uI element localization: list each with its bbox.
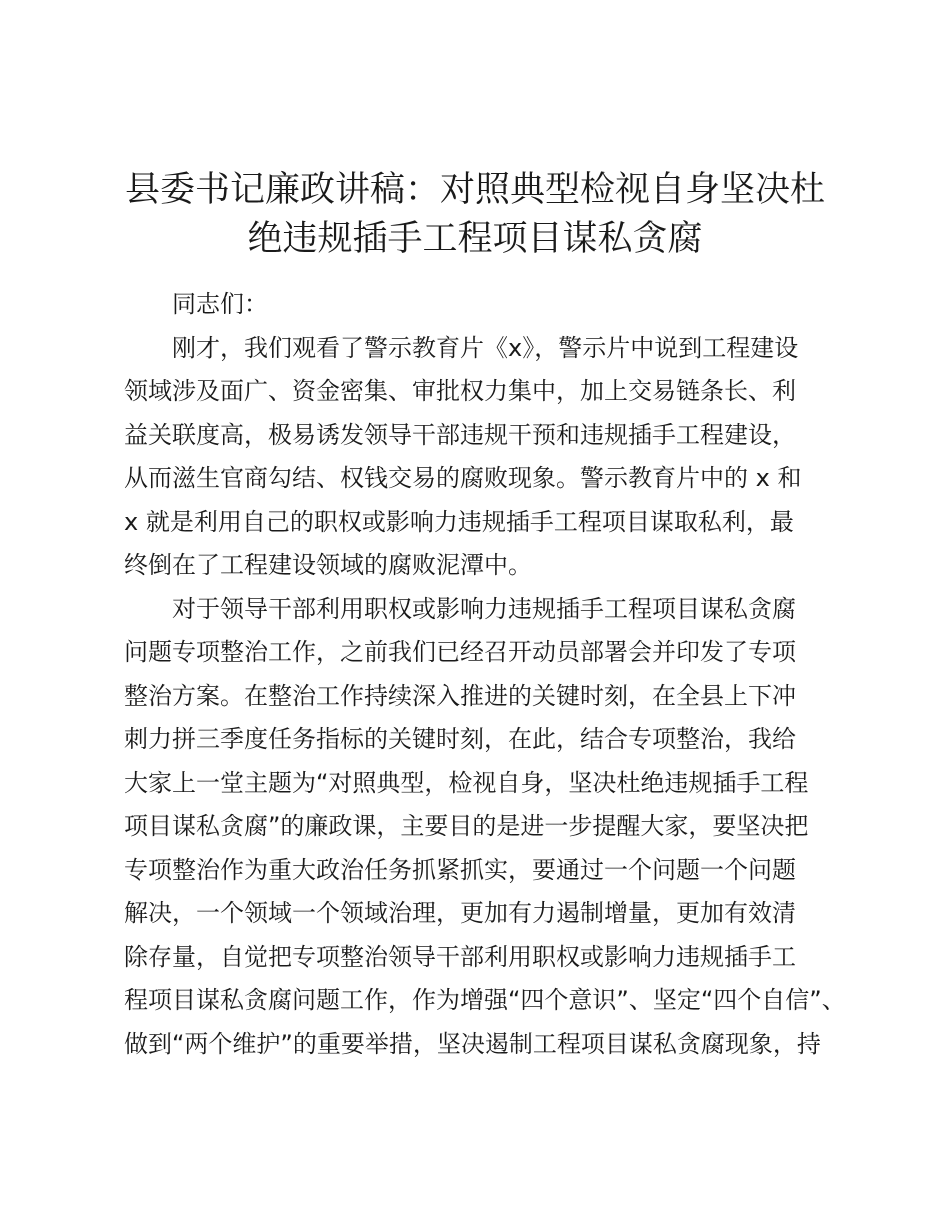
paragraph-2-line-2: 问题专项整治工作，之前我们已经召开动员部署会并印发了专项 — [124, 638, 796, 666]
paragraph-2-line-3: 整治方案。在整治工作持续深入推进的关键时刻，在全县上下冲 — [124, 681, 796, 710]
paragraph-2-line-11: 做到“两个维护”的重要举措，坚决遏制工程项目谋私贪腐现象，持 — [124, 1029, 821, 1058]
paragraph-2 — [124, 588, 846, 1067]
paragraph-1-line-4: 从而滋生官商勾结、权钱交易的腐败现象。警示教育片中的 x 和 — [124, 464, 802, 492]
paragraph-2-line-1: 对于领导干部利用职权或影响力违规插手工程项目谋私贪腐 — [172, 594, 796, 623]
paragraph-2-line-7: 专项整治作为重大政治任务抓紧抓实，要通过一个问题一个问题 — [124, 855, 796, 884]
paragraph-1-line-1: 刚才，我们观看了警示教育片《x》，警示片中说到工程建设 — [172, 333, 799, 362]
paragraph-2-line-5: 大家上一堂主题为“对照典型，检视自身，坚决杜绝违规插手工程 — [124, 768, 809, 797]
paragraph-1 — [124, 327, 836, 588]
salutation: 同志们： — [172, 290, 268, 318]
title-line-2: 绝违规插手工程项目谋私贪腐 — [247, 219, 703, 259]
paragraph-2-line-4: 刺力拼三季度任务指标的关键时刻，在此，结合专项整治，我给 — [124, 725, 796, 753]
paragraph-1-line-2: 领域涉及面广、资金密集、审批权力集中，加上交易链条长、利 — [124, 377, 796, 405]
document-body — [124, 283, 846, 1066]
paragraph-1-line-5: x 就是利用自己的职权或影响力违规插手工程项目谋取私利，最 — [124, 507, 794, 536]
document-title — [110, 166, 840, 264]
paragraph-2-line-9: 除存量，自觉把专项整治领导干部利用职权或影响力违规插手工 — [124, 942, 796, 971]
paragraph-2-line-8: 解决，一个领域一个领域治理，更加有力遏制增量，更加有效清 — [124, 899, 796, 927]
paragraph-1-line-3: 益关联度高，极易诱发领导干部违规干预和违规插手工程建设， — [124, 420, 796, 449]
paragraph-1-line-6: 终倒在了工程建设领域的腐败泥潭中。 — [124, 551, 532, 579]
paragraph-2-line-6: 项目谋私贪腐”的廉政课，主要目的是进一步提醒大家，要坚决把 — [124, 812, 809, 840]
title-line-1: 县委书记廉政讲稿：对照典型检视自身坚决杜 — [124, 170, 825, 210]
paragraph-2-line-10: 程项目谋私贪腐问题工作，作为增强“四个意识”、坚定“四个自信”、 — [124, 986, 846, 1014]
